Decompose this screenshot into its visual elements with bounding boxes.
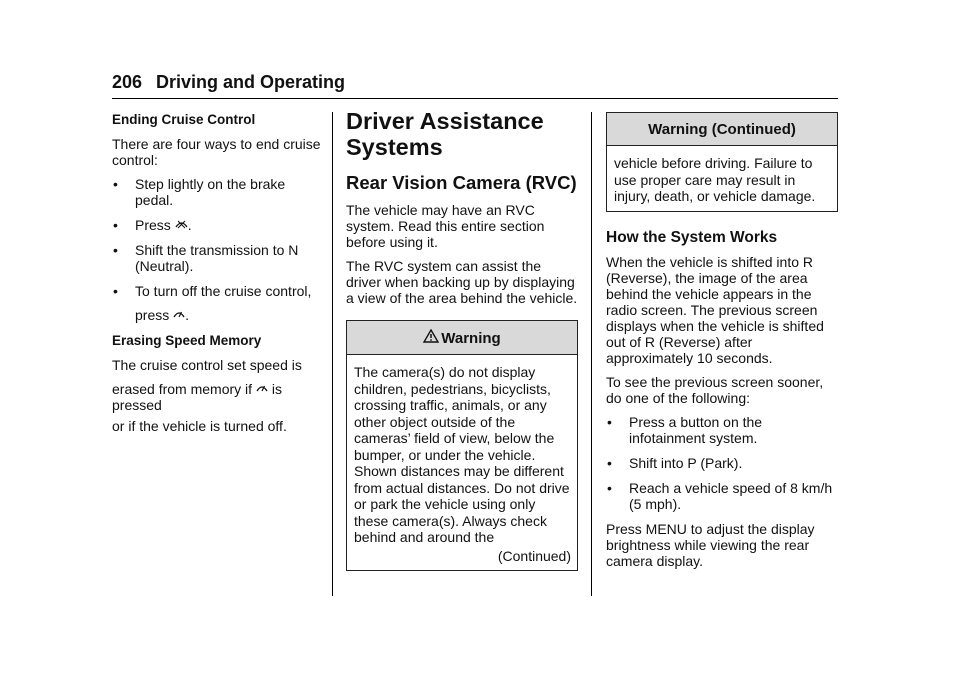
column-middle — [346, 108, 578, 571]
column-right — [606, 112, 838, 577]
section-heading: Driver Assistance Systems — [346, 108, 544, 160]
header-divider — [112, 98, 838, 99]
warning-box — [346, 320, 578, 571]
list-item — [112, 217, 324, 233]
section-title: Driving and Operating — [156, 72, 346, 92]
bullet-text: Press — [135, 217, 171, 233]
bullet-text: press — [135, 307, 170, 323]
heading-erasing-speed: Erasing Speed Memory — [112, 333, 262, 348]
bullet-marker: • — [113, 176, 118, 192]
warning-text: vehicle before driving. Failure to use proper care may result in injury, death, or vehicle damage. — [614, 155, 816, 204]
paragraph-line: or if the vehicle is turned off. — [112, 418, 287, 434]
intro-paragraph: There are four ways to end cruise control: — [112, 136, 321, 168]
bullet-text: Shift the transmission to N (Neutral). — [135, 242, 299, 274]
subsection-heading: How the System Works — [606, 228, 778, 246]
list-item — [112, 283, 324, 323]
column-divider — [591, 112, 592, 596]
list-item — [112, 242, 324, 274]
column-divider — [332, 112, 333, 596]
warning-header: Warning (Continued) — [607, 113, 837, 146]
bullet-text: Shift into P (Park). — [629, 454, 743, 471]
bullet-text: Press a button on the infotainment system. — [629, 413, 763, 446]
paragraph: To see the previous screen sooner, do one of the following: — [606, 373, 824, 406]
page-header — [112, 72, 838, 98]
warning-text: The camera(s) do not display children, pedestrians, bicyclists, crossing traffic, animals, or any other object outside of the cameras’ field of view, below the bumper, or under the vehicle. Shown distances may be different from actual distances. Do not drive or park the vehicle using only these camera(s). Always check behind and around the — [354, 364, 570, 545]
continued-label: (Continued) — [497, 547, 571, 564]
warning-triangle-icon — [423, 329, 439, 346]
warning-body — [607, 146, 837, 211]
bullet-marker: • — [113, 283, 118, 299]
paragraph: When the vehicle is shifted into R (Reverse), the image of the area behind the vehicle appears in the radio screen. The previous screen displays when the vehicle is shifted out of R (Reverse) after approximately 10 seconds. — [606, 253, 824, 366]
bullet-marker: • — [607, 479, 612, 496]
cruise-cancel-icon — [175, 218, 188, 233]
warning-body — [347, 355, 577, 570]
warning-box — [606, 112, 838, 212]
cruise-control-icon — [256, 382, 268, 397]
column-left — [112, 108, 324, 434]
paragraph: Press MENU to adjust the display brightness while viewing the rear camera display. — [606, 520, 815, 569]
warning-title: Warning — [441, 330, 501, 347]
bullet-marker: • — [113, 242, 118, 258]
subsection-heading: Rear Vision Camera (RVC) — [346, 172, 577, 193]
page-number: 206 — [112, 72, 143, 92]
warning-header — [347, 321, 577, 355]
heading-ending-cruise: Ending Cruise Control — [112, 112, 256, 127]
paragraph-line — [112, 381, 324, 413]
period: . — [185, 307, 190, 323]
paragraph-text: is pressed — [112, 381, 282, 413]
list-item — [606, 480, 838, 512]
paragraph: The vehicle may have an RVC system. Read this entire section before using it. — [346, 202, 545, 250]
paragraph-line: The cruise control set speed is — [112, 357, 302, 373]
bullet-text: To turn off the cruise control, — [135, 283, 312, 299]
list-item — [112, 176, 324, 208]
bullet-marker: • — [113, 217, 118, 233]
bullet-marker: • — [607, 454, 612, 471]
period: . — [187, 217, 192, 233]
bullet-marker: • — [607, 413, 612, 430]
bullet-text: Reach a vehicle speed of 8 km/h (5 mph). — [629, 479, 833, 512]
list-item — [606, 414, 838, 446]
paragraph: The RVC system can assist the driver when backing up by displaying a view of the area behind the vehicle. — [346, 258, 578, 306]
cruise-control-icon — [173, 308, 185, 323]
list-item — [606, 455, 838, 471]
paragraph-text: erased from memory if — [112, 381, 253, 397]
bullet-text: Step lightly on the brake pedal. — [135, 176, 286, 208]
